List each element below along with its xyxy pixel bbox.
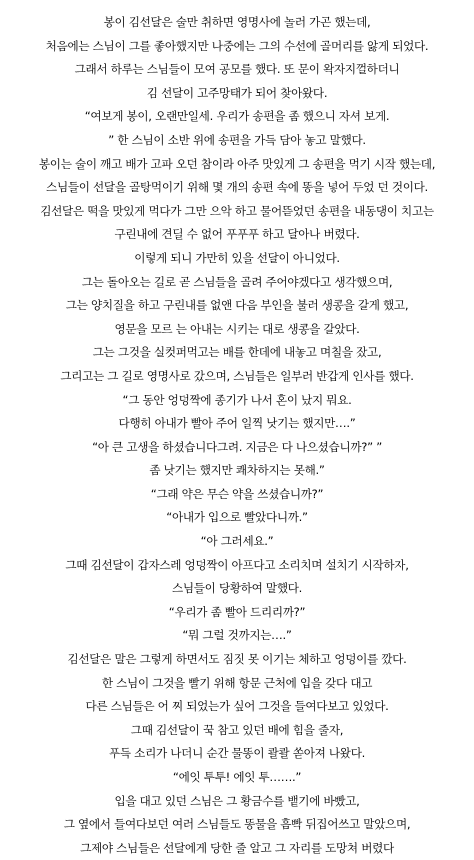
text-line: 그는 그것을 실컷퍼먹고는 배를 한데에 내놓고 며칠을 잤고, bbox=[92, 345, 382, 360]
text-line: “뭐 그럴 것까지는….” bbox=[182, 628, 292, 643]
text-line: “아 그러세요.” bbox=[200, 534, 274, 549]
text-line: “그 동안 엉덩짝에 종기가 나서 혼이 났지 뭐요. bbox=[122, 392, 352, 407]
text-line: ” 한 스님이 소반 위에 송편을 가득 담아 놓고 말했다. bbox=[108, 132, 366, 147]
text-line: 그제야 스님들은 선달에게 당한 줄 알고 그 자리를 도망쳐 버렸다 bbox=[80, 840, 394, 855]
text-line: 김선달은 떡을 맛있게 먹다가 그만 으악 하고 물어뜯었던 송편을 내동댕이 치고는 bbox=[40, 203, 434, 218]
text-line: “에잇 투투! 에잇 투…….” bbox=[172, 770, 302, 784]
text-line: 다행히 아내가 빨아 주어 일찍 낫기는 했지만….” bbox=[118, 416, 356, 431]
text-line: 그때 김선달이 갑자스레 엉덩짝이 아프다고 소리치며 설치기 시작하자, bbox=[65, 557, 409, 572]
text-line: 영문을 모르 는 아내는 시키는 대로 생콩을 갈았다. bbox=[114, 321, 360, 336]
text-line: 그는 돌아오는 길로 곧 스님들을 골려 주어야겠다고 생각했으며, bbox=[81, 274, 393, 289]
text-line: 이렇게 되니 가만히 있을 선달이 아니었다. bbox=[134, 250, 340, 265]
text-line: 처음에는 스님이 그를 좋아했지만 나중에는 그의 수선에 골머리를 앓게 되었다. bbox=[45, 38, 429, 53]
text-line: 스님들이 당황하여 말했다. bbox=[171, 581, 303, 596]
text-line: 그는 양치질을 하고 구린내를 없앤 다음 부인을 불러 생콩을 갈게 했고, bbox=[65, 298, 409, 313]
text-line: “아내가 입으로 빨았다니까.” bbox=[166, 510, 308, 525]
text-line: 좀 낫기는 했지만 쾌차하지는 못해.” bbox=[149, 463, 325, 478]
text-line: “아 큰 고생을 하셨습니다그려. 지금은 다 나으셨습니까?” ” bbox=[92, 439, 382, 454]
text-line: 스님들이 선달을 골탕먹이기 위해 몇 개의 송편 속에 똥을 넣어 두었 던 것이다. bbox=[46, 180, 428, 195]
text-line: 구린내에 견딜 수 없어 푸푸푸 하고 달아나 버렸다. bbox=[114, 227, 360, 242]
text-line: 김선달은 말은 그렇게 하면서도 짐짓 못 이기는 체하고 엉덩이를 깠다. bbox=[67, 652, 407, 667]
text-line: 그 옆에서 들여다보던 여러 스님들도 똥물을 흠빡 뒤집어쓰고 말았으며, bbox=[63, 817, 411, 832]
text-line: 다른 스님들은 어 찌 되었는가 싶어 그것을 들여다보고 있었다. bbox=[85, 699, 389, 714]
text-line: 입을 대고 있던 스님은 그 황금수를 뱉기에 바빴고, bbox=[114, 793, 360, 808]
text-line: 그때 김선달이 꾹 참고 있던 배에 힘을 줄자, bbox=[130, 722, 344, 737]
text-line: “여보게 봉이, 오랜만일세. 우리가 송편을 좀 했으니 자셔 보게. bbox=[84, 109, 390, 124]
text-line: 그리고는 그 길로 영명사로 갔으며, 스님들은 일부러 반갑게 인사를 했다. bbox=[60, 368, 414, 383]
text-line: 푸득 소리가 나더니 순간 물똥이 콸콸 쏟아져 나왔다. bbox=[109, 746, 365, 761]
text-line: 봉이 김선달은 술만 취하면 영명사에 놀러 가곤 했는데, bbox=[103, 15, 371, 29]
text-line: 봉이는 술이 깨고 배가 고파 오던 참이라 아주 맛있게 그 송편을 먹기 시작 했는데, bbox=[38, 156, 436, 171]
text-line: 그래서 하루는 스님들이 모여 공모를 했다. 또 문이 왁자지껄하더니 bbox=[74, 62, 400, 77]
text-line: 한 스님이 그것을 빨기 위해 항문 근처에 입을 갖다 대고 bbox=[101, 675, 373, 690]
text-line: 김 선달이 고주망태가 되어 찾아왔다. bbox=[146, 85, 328, 100]
text-line: “그래 약은 무슨 약을 쓰셨습니까?” bbox=[150, 486, 324, 501]
text-line: “우리가 좀 빨아 드리리까?” bbox=[168, 604, 306, 619]
